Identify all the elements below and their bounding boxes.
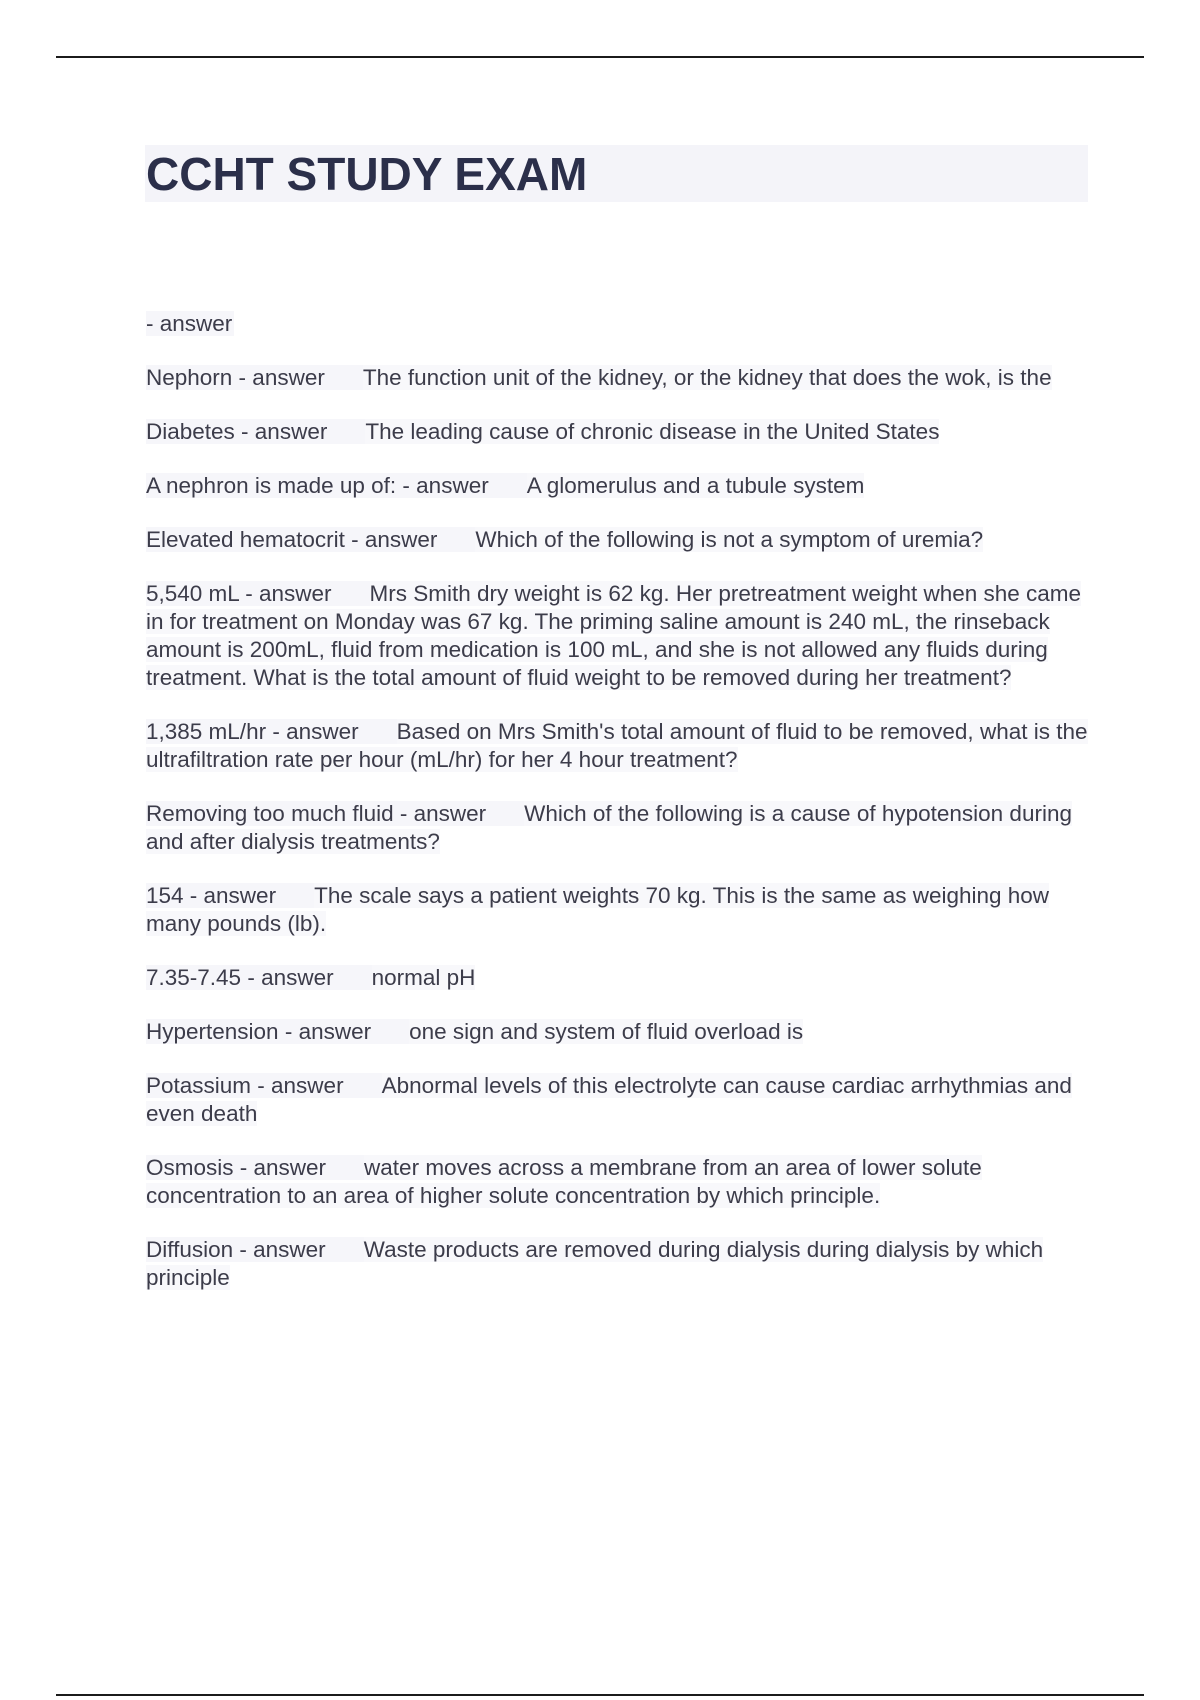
qa-term: 1,385 mL/hr - answer — [146, 719, 397, 744]
qa-item — [146, 1236, 1091, 1292]
qa-item — [146, 1018, 1091, 1046]
qa-term: Diabetes - answer — [146, 419, 365, 444]
qa-definition: The leading cause of chronic disease in the United States — [365, 419, 940, 444]
header-rule — [56, 56, 1144, 58]
qa-definition: Mrs Smith dry weight is 62 kg. Her pretreatment weight when she came in for treatment on Monday was 67 kg. The priming saline amount is 240 mL, the rinseback amount is 200mL, fluid from medication is 100 mL, and she is not allowed any fluids during treatment. What is the total amount of fluid weight to be removed during her treatment? — [146, 581, 1082, 690]
qa-term: Potassium - answer — [146, 1073, 382, 1098]
qa-item — [146, 364, 1091, 392]
qa-definition: water moves across a membrane from an area of lower solute concentration to an area of higher solute concentration by which principle. — [146, 1155, 982, 1208]
qa-item — [146, 1072, 1091, 1128]
qa-term: - answer — [146, 311, 233, 336]
qa-term: 7.35-7.45 - answer — [146, 965, 372, 990]
qa-item — [146, 800, 1091, 856]
qa-definition: A glomerulus and a tubule system — [526, 473, 865, 498]
qa-term: 154 - answer — [146, 883, 314, 908]
qa-item — [146, 418, 1091, 446]
qa-term: Elevated hematocrit - answer — [146, 527, 475, 552]
qa-item — [146, 526, 1091, 554]
qa-item — [146, 882, 1091, 938]
qa-definition: Which of the following is not a symptom of uremia? — [475, 527, 984, 552]
footer-rule — [56, 1694, 1144, 1696]
qa-term: Hypertension - answer — [146, 1019, 409, 1044]
qa-definition: The function unit of the kidney, or the kidney that does the wok, is the — [362, 365, 1052, 390]
qa-definition: Based on Mrs Smith's total amount of fluid to be removed, what is the ultrafiltration rate per hour (mL/hr) for her 4 hour treatment? — [146, 719, 1088, 772]
qa-term: Diffusion - answer — [146, 1237, 364, 1262]
qa-definition: Waste products are removed during dialysis during dialysis by which principle — [146, 1237, 1044, 1290]
qa-definition: one sign and system of fluid overload is — [409, 1019, 804, 1044]
qa-item — [146, 310, 1091, 338]
qa-term: Removing too much fluid - answer — [146, 801, 524, 826]
qa-item — [146, 718, 1091, 774]
qa-term: Nephorn - answer — [146, 365, 363, 390]
qa-term: A nephron is made up of: - answer — [146, 473, 527, 498]
qa-item — [146, 580, 1091, 692]
qa-definition: Which of the following is a cause of hypotension during and after dialysis treatments? — [146, 801, 1072, 854]
qa-definition: Abnormal levels of this electrolyte can cause cardiac arrhythmias and even death — [146, 1073, 1072, 1126]
qa-term: Osmosis - answer — [146, 1155, 364, 1180]
qa-term: 5,540 mL - answer — [146, 581, 370, 606]
qa-definition: normal pH — [371, 965, 476, 990]
qa-definition: The scale says a patient weights 70 kg. This is the same as weighing how many pounds (lb). — [146, 883, 1050, 936]
qa-item — [146, 1154, 1091, 1210]
qa-item — [146, 964, 1091, 992]
qa-list — [146, 310, 1091, 1318]
qa-item — [146, 472, 1091, 500]
page-title: CCHT STUDY EXAM — [146, 148, 588, 200]
